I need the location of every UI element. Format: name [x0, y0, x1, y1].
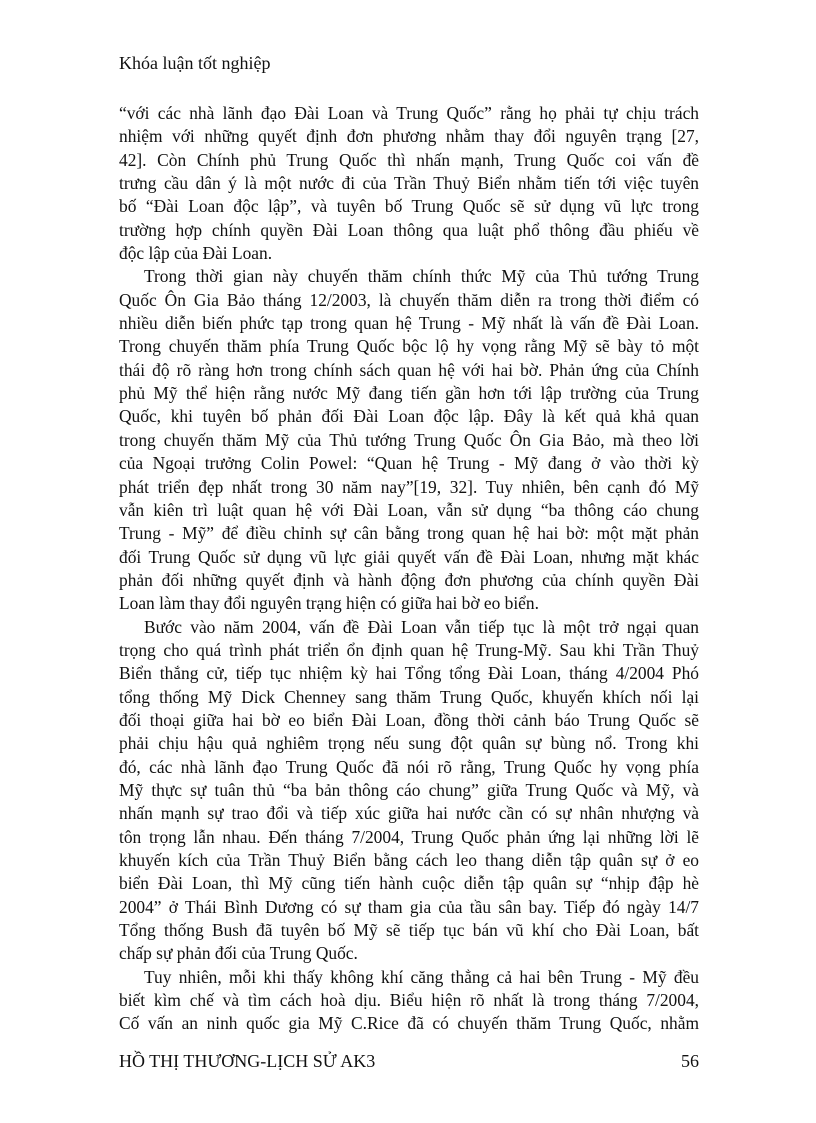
text-line: đó, các nhà lãnh đạo Trung Quốc đã nói rõ rằng, Trung Quốc hy vọng phía [119, 756, 699, 777]
text-line: phải chịu hậu quả nghiêm trọng nếu sung đột quân sự bùng nổ. Trong khi [119, 733, 699, 754]
text-line: Bước vào năm 2004, vấn đề Đài Loan vẫn tiếp tục là một trở ngại quan [144, 616, 699, 637]
text-line: Cố vấn an ninh quốc gia Mỹ C.Rice đã có chuyến thăm Trung Quốc, nhằm [119, 1013, 699, 1034]
text-line: khuyến kích của Trần Thuỷ Biển bằng cách leo thang diễn tập quân sự ở eo [119, 850, 699, 870]
text-line: 42]. Còn Chính phủ Trung Quốc thì nhấn mạnh, Trung Quốc coi vấn đề [119, 149, 699, 170]
text-line: độc lập của Đài Loan. [119, 243, 273, 264]
footer-author: HỒ THỊ THƯƠNG-LỊCH SỬ AK3 [119, 1051, 376, 1071]
text-line: tôn trọng lẫn nhau. Đến tháng 7/2004, Trung Quốc phản ứng lại những lời lẽ [119, 826, 699, 847]
text-line: biết kìm chế và tìm cách hoà dịu. Biểu hiện rõ nhất là trong tháng 7/2004, [119, 990, 699, 1011]
text-line: Tổng thống Bush đã tuyên bố Mỹ sẽ tiếp tục bán vũ khí cho Đài Loan, bất [119, 920, 699, 941]
text-line: Quốc Ôn Gia Bảo tháng 12/2003, là chuyến thăm diễn ra trong thời điểm có [119, 289, 699, 310]
text-line: Trung - Mỹ” để điều chỉnh sự cân bằng trong quan hệ hai bờ: một mặt phản [119, 523, 699, 544]
running-header: Khóa luận tốt nghiệp [119, 53, 271, 73]
text-line: đối thoại giữa hai bờ eo biển Đài Loan, đồng thời cảnh báo Trung Quốc sẽ [119, 709, 699, 730]
text-line: Mỹ thực sự tuân thủ “ba bản thông cáo chung” giữa Trung Quốc và Mỹ, và [119, 779, 699, 800]
text-line: Quốc, khi tuyên bố phản đối Đài Loan độc lập. Đây là kết quả khả quan [119, 406, 699, 427]
text-line: phát triển đẹp nhất trong 30 năm nay”[19, 32]. Tuy nhiên, bên cạnh đó Mỹ [119, 476, 699, 497]
text-line: phủ Mỹ thể hiện rằng nước Mỹ đang tiến gần hơn tới lập trường của Trung [119, 383, 699, 404]
text-line: trong chuyến thăm Mỹ của Thủ tướng Trung Quốc Ôn Gia Bảo, mà theo lời [119, 429, 699, 450]
text-line: 2004” ở Thái Bình Dương có sự tham gia của tầu sân bay. Tiếp đó ngày 14/7 [119, 896, 699, 917]
text-line: Biển thắng cử, tiếp tục nhiệm kỳ hai Tổng tổng Đài Loan, tháng 4/2004 Phó [119, 663, 699, 684]
text-line: phản đối những quyết định và hành động đơn phương của chính quyền Đài [119, 569, 699, 590]
text-line: đối Trung Quốc sử dụng vũ lực giải quyết vấn đề Đài Loan, nhưng mặt khác [119, 546, 699, 567]
text-line: Trong thời gian này chuyến thăm chính thức Mỹ của Thủ tướng Trung [144, 266, 699, 287]
text-line: thái độ rõ ràng hơn trong chính sách quan hệ với hai bờ. Phản ứng của Chính [119, 359, 699, 380]
text-line: tổng thống Mỹ Dick Chenney sang thăm Trung Quốc, khuyến khích nối lại [119, 686, 699, 707]
page-number: 56 [681, 1051, 699, 1071]
text-line: nhấn mạnh sự trao đổi và tiếp xúc giữa hai nước cần có sự nhân nhượng và [119, 803, 699, 824]
text-line: trưng cầu dân ý là một nước đi của Trần Thuỷ Biển nhằm tiến tới việc tuyên [119, 173, 699, 194]
text-line: của Ngoại trưởng Colin Powel: “Quan hệ Trung - Mỹ đang ở vào thời kỳ [119, 453, 699, 474]
text-line: trường hợp chính quyền Đài Loan thông qua luật phổ thông đầu phiếu về [119, 219, 699, 240]
paragraph [119, 616, 699, 966]
body-text [119, 102, 699, 1036]
text-line: Loan làm thay đổi nguyên trạng hiện có giữa hai bờ eo biển. [119, 593, 539, 614]
text-line: vẫn kiên trì luật quan hệ với Đài Loan, vẫn sử dụng “ba thông cáo chung [119, 499, 699, 520]
text-line: “với các nhà lãnh đạo Đài Loan và Trung Quốc” rằng họ phải tự chịu trách [119, 103, 699, 123]
text-line: trọng cho quá trình phát triển ổn định quan hệ Trung-Mỹ. Sau khi Trần Thuỷ [119, 639, 699, 660]
paragraph [119, 265, 699, 615]
text-line: chấp sự phản đối của Trung Quốc. [119, 943, 358, 964]
text-line: Tuy nhiên, mỗi khi thấy không khí căng thẳng cả hai bên Trung - Mỹ đều [144, 966, 699, 987]
text-line: nhiệm với những quyết định đơn phương nhằm thay đổi nguyên trạng [27, [119, 126, 699, 147]
text-line: nhiều diễn biến phức tạp trong quan hệ Trung - Mỹ nhất là vấn đề Đài Loan. [119, 313, 699, 334]
text-line: biển Đài Loan, thì Mỹ cũng tiến hành cuộc diễn tập quân sự “nhịp đập hè [119, 873, 699, 894]
paragraph [119, 966, 699, 1036]
paragraph [119, 102, 699, 265]
text-line: bố “Đài Loan độc lập”, và tuyên bố Trung Quốc sẽ sử dụng vũ lực trong [119, 196, 699, 217]
text-line: Trong chuyến thăm phía Trung Quốc bộc lộ hy vọng rằng Mỹ sẽ bày tỏ một [119, 336, 699, 357]
